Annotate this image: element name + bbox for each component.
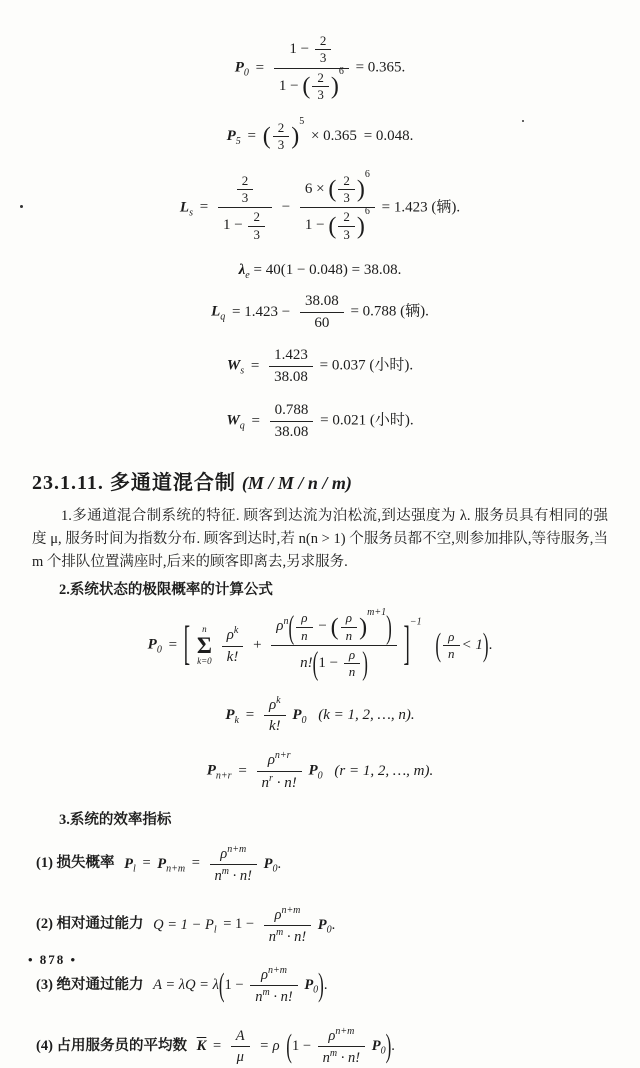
fraction-2-3: $\frac{2}{3}$ bbox=[338, 209, 355, 243]
one-minus: 1 − bbox=[222, 217, 243, 234]
lambda-e-body: = 40(1 − 0.048) = 38.08. bbox=[253, 261, 402, 278]
exponent-6: 6 bbox=[364, 205, 370, 217]
sub-q: q bbox=[239, 420, 245, 432]
formula-pk: $P_k$ = $\frac{\rho^k}{k!}$ $P_0$ (k = 1, 2, …, n). bbox=[30, 694, 610, 738]
range: (k = 1, 2, …, n). bbox=[318, 706, 415, 723]
k-factorial: k! bbox=[264, 715, 286, 737]
exponent-m: m bbox=[262, 987, 270, 999]
result: = 0.021 (小时). bbox=[320, 412, 414, 429]
n-factorial: · n! bbox=[340, 1050, 361, 1067]
var-rho: ρ bbox=[220, 845, 228, 862]
var-W: W bbox=[226, 412, 240, 429]
sub-0: 0 bbox=[243, 67, 249, 79]
var-P0: P bbox=[304, 977, 314, 994]
var-Pl: P bbox=[124, 855, 134, 872]
equals: = bbox=[168, 637, 178, 653]
summation: n Σ k=0 bbox=[196, 624, 212, 667]
fraction-A-mu: $\frac{A}{\mu}$ bbox=[231, 1026, 250, 1067]
one-minus: 1 − bbox=[304, 217, 325, 234]
section-model-notation: (M / M / n / m) bbox=[241, 473, 352, 494]
var-P0: P bbox=[308, 762, 318, 779]
sub-s: s bbox=[240, 366, 245, 378]
subheading-limit-probabilities: 2.系统状态的极限概率的计算公式 bbox=[59, 582, 273, 599]
paren-power-group: ( $\frac{2}{3}$ )$^6$ bbox=[328, 205, 370, 242]
formula-lq-numeric bbox=[30, 291, 610, 334]
equals: = bbox=[238, 762, 247, 779]
scan-speck bbox=[522, 120, 524, 122]
fraction: $\frac{1.423}{38.08}$ bbox=[269, 345, 313, 388]
sub-s: s bbox=[189, 207, 193, 219]
item-label: (2) 相对通过能力 bbox=[36, 916, 144, 933]
sub-5: 5 bbox=[235, 136, 241, 148]
var-P: P bbox=[234, 59, 244, 76]
less-than-one: < 1 bbox=[461, 637, 483, 653]
section-number: 23.1.11. bbox=[32, 472, 104, 495]
equals: = bbox=[212, 1038, 222, 1055]
var-K-bar: $\overline{K}$ bbox=[196, 1038, 207, 1055]
var-rho: ρ bbox=[274, 906, 282, 923]
exponent-n-plus-m: n+m bbox=[335, 1026, 355, 1038]
section-heading bbox=[32, 466, 610, 495]
loss-fraction bbox=[210, 843, 257, 886]
efficiency-item-2: (2) 相对通过能力 $Q = 1 - P_l = 1$ − $\frac{\rho^{n+m}}{n^m \cdot n!}$ $P_0$. bbox=[36, 904, 610, 947]
fraction-main-term bbox=[271, 606, 397, 682]
minus: − bbox=[318, 618, 327, 635]
exponent-n: n bbox=[283, 616, 289, 628]
k-factorial: k! bbox=[222, 646, 244, 668]
times-0365: × 0.365 bbox=[310, 128, 357, 145]
sub-n-plus-r: n+r bbox=[215, 770, 232, 782]
var-n: n bbox=[322, 1050, 330, 1067]
exponent-r: r bbox=[269, 772, 273, 784]
exponent-k: k bbox=[276, 694, 281, 706]
formula-lambda-e bbox=[30, 262, 610, 281]
item-label: (3) 绝对通过能力 bbox=[36, 977, 144, 994]
var-P0: P bbox=[371, 1038, 381, 1055]
var-n: n bbox=[268, 928, 276, 945]
paren-power-group: ( $\frac{2}{3}$ )$^6$ bbox=[328, 169, 370, 206]
var-n: n bbox=[214, 867, 222, 884]
one-minus: 1 − bbox=[318, 655, 339, 672]
a-equation: A = λQ = λ bbox=[153, 977, 219, 994]
exponent-k: k bbox=[233, 624, 239, 636]
equals: = bbox=[255, 59, 265, 76]
var-rho: ρ bbox=[276, 618, 284, 635]
page-number: • 878 • bbox=[28, 952, 78, 967]
left-bracket: [ bbox=[183, 618, 191, 671]
subheading-efficiency-indices: 3.系统的效率指标 bbox=[59, 811, 172, 828]
sub-q: q bbox=[220, 311, 226, 323]
fraction-2-3: $\frac{2}{3}$ bbox=[237, 173, 254, 207]
var-rho: ρ bbox=[268, 696, 277, 713]
fraction-rhok-kfact bbox=[222, 624, 244, 668]
result: = 0.037 (小时). bbox=[319, 358, 414, 375]
denominator: n!(1 − $\frac{\rho}{n}$ ) bbox=[271, 645, 397, 682]
var-P: P bbox=[147, 637, 157, 653]
fraction bbox=[218, 172, 272, 244]
result: = 0.365. bbox=[355, 59, 406, 76]
paren-power-group: ( $\frac{2}{3}$ )$^6$ bbox=[302, 65, 344, 102]
denominator bbox=[218, 207, 272, 244]
result: = 0.788 (辆). bbox=[350, 303, 429, 320]
minus: − bbox=[281, 199, 291, 216]
var-P0: P bbox=[263, 855, 273, 872]
loss-fraction bbox=[318, 1025, 365, 1068]
exponent-m-plus-1: m+1 bbox=[367, 606, 387, 618]
formula-wq-numeric bbox=[30, 400, 610, 443]
equals: = bbox=[250, 358, 260, 375]
numerator bbox=[218, 172, 272, 208]
fraction-2-3: $\frac{2}{3}$ bbox=[312, 70, 329, 104]
exponent-n-plus-r: n+r bbox=[274, 750, 291, 762]
range: (r = 1, 2, …, m). bbox=[334, 762, 434, 779]
numerator: $\rho^n$( $\frac{\rho}{n}$ − ( $\frac{\rho}{n}$ )$^{m+1}$) bbox=[276, 606, 392, 646]
efficiency-item-3: (3) 绝对通过能力 A = λQ = λ(1 − $\frac{\rho^{n+m}}{n^m \cdot n!}$ $P_0$). bbox=[36, 964, 610, 1007]
result: = 0.048. bbox=[363, 128, 414, 145]
n-factorial: · n! bbox=[273, 989, 293, 1006]
section-title: 多通道混合制 bbox=[109, 472, 236, 495]
var-P: P bbox=[225, 706, 235, 723]
q-equation: Q = 1 − P bbox=[153, 916, 214, 933]
denominator bbox=[300, 207, 375, 244]
equals-rho: = ρ bbox=[259, 1038, 280, 1055]
var-n: n bbox=[261, 774, 270, 791]
var-W: W bbox=[226, 358, 241, 375]
formula-ls-numeric bbox=[30, 169, 610, 244]
efficiency-item-1: (1) 损失概率 $P_l = P_{n+m}$ = $\frac{\rho^{n+m}}{n^m \cdot n!}$ $P_0$. bbox=[36, 843, 610, 886]
eq-minus: = 1.423 − bbox=[232, 303, 291, 320]
fraction bbox=[264, 694, 286, 738]
formula-p0-general bbox=[30, 606, 610, 682]
var-n: n bbox=[255, 989, 263, 1006]
fraction-rho-n: $\frac{\rho}{n}$ bbox=[296, 610, 313, 644]
fraction bbox=[300, 169, 375, 244]
var-rho: ρ bbox=[260, 967, 268, 984]
var-rho: ρ bbox=[267, 752, 275, 769]
var-P: P bbox=[226, 128, 236, 145]
paragraph-characteristics: 1.多通道混合制系统的特征. 顾客到达流为泊松流,到达强度为 λ. 服务员具有相同的强度 μ, 服务时间为指数分布. 顾客到达时,若 n(n > 1) 个服务员都不空,则参加排队,等待服务,当 m 个排队位置满座时,后来的顾客即离去,另求服务. bbox=[32, 508, 608, 571]
formula-p5-numeric bbox=[30, 116, 610, 154]
sub-0: 0 bbox=[156, 645, 162, 656]
exponent-n-plus-m: n+m bbox=[227, 843, 247, 855]
var-P: P bbox=[206, 762, 216, 779]
sub-k: k bbox=[234, 714, 239, 726]
equals: = bbox=[191, 855, 200, 872]
equals-one-minus: = 1 − bbox=[223, 916, 255, 933]
fraction-rho-n: $\frac{\rho}{n}$ bbox=[344, 647, 361, 681]
exponent-m: m bbox=[329, 1048, 338, 1060]
var-L: L bbox=[211, 303, 221, 320]
item-label: (1) 损失概率 bbox=[36, 855, 115, 872]
six-times: 6 × bbox=[304, 181, 325, 198]
n-factorial: · n! bbox=[286, 928, 307, 945]
n-factorial: · n! bbox=[276, 774, 297, 791]
exponent-m: m bbox=[275, 926, 284, 938]
exponent-m: m bbox=[221, 865, 230, 877]
fraction-2-3: $\frac{2}{3}$ bbox=[315, 33, 332, 67]
plus: + bbox=[253, 637, 262, 653]
var-rho: ρ bbox=[328, 1028, 336, 1045]
paren-power-group: ( $\frac{\rho}{n}$ )$^{m+1}$ bbox=[330, 606, 387, 643]
denominator bbox=[274, 65, 349, 105]
one-minus: 1 − bbox=[291, 1038, 311, 1055]
var-lambda: λ bbox=[238, 261, 246, 278]
fraction-2-3: $\frac{2}{3}$ bbox=[273, 120, 290, 154]
fraction-2-3: $\frac{2}{3}$ bbox=[248, 209, 265, 243]
efficiency-item-4: (4) 占用服务员的平均数 $\overline{K}$ = $\frac{A}{\mu}$ = ρ (1 − $\frac{\rho^{n+m}}{n^m \cdot n!}$ $P_0$). bbox=[36, 1025, 610, 1068]
sub-e: e bbox=[245, 269, 250, 281]
loss-fraction bbox=[250, 964, 297, 1007]
item-label: (4) 占用服务员的平均数 bbox=[36, 1038, 188, 1055]
loss-fraction bbox=[264, 904, 311, 947]
var-P0: P bbox=[292, 706, 302, 723]
exponent-6: 6 bbox=[364, 169, 370, 181]
fraction-rho-n: $\frac{\rho}{n}$ bbox=[341, 610, 358, 644]
formula-pn-plus-r: $P_{n+r}$ = $\frac{\rho^{n+r}}{n^r \cdot n!}$ $P_0$ (r = 1, 2, …, m). bbox=[30, 749, 610, 794]
exponent-n-plus-m: n+m bbox=[281, 904, 301, 916]
scan-speck bbox=[20, 205, 23, 208]
condition: ( $\frac{\rho}{n}$ < 1). bbox=[435, 626, 493, 663]
right-bracket: ] bbox=[403, 618, 410, 671]
formula-ws-numeric bbox=[30, 345, 610, 388]
equals: = bbox=[247, 128, 256, 145]
var-P0: P bbox=[317, 916, 327, 933]
one-minus: 1 − bbox=[224, 977, 244, 994]
formula-p0-numeric bbox=[30, 32, 610, 104]
n-factorial: · n! bbox=[232, 867, 252, 884]
var-Pnm: P bbox=[157, 855, 167, 872]
exponent-5: 5 bbox=[299, 116, 305, 128]
fraction: $\frac{38.08}{60}$ bbox=[300, 291, 344, 334]
result: = 1.423 (辆). bbox=[381, 199, 461, 216]
fraction bbox=[274, 32, 349, 104]
paren-power-group: ( $\frac{2}{3}$ )$^5$ bbox=[262, 116, 305, 153]
exponent-6: 6 bbox=[338, 65, 344, 77]
var-rho: ρ bbox=[226, 626, 234, 643]
equals: = bbox=[245, 706, 255, 723]
exponent-inverse: −1 bbox=[409, 617, 422, 628]
var-L: L bbox=[179, 199, 190, 216]
fraction-2-3: $\frac{2}{3}$ bbox=[338, 173, 355, 207]
exponent-n-plus-m: n+m bbox=[267, 965, 287, 977]
one-minus: 1 − bbox=[278, 77, 299, 94]
n-factorial: n! bbox=[300, 655, 313, 672]
equals: = bbox=[199, 199, 209, 216]
numerator bbox=[274, 32, 349, 68]
one-minus: 1 − bbox=[289, 41, 310, 58]
equals: = bbox=[142, 855, 151, 872]
fraction: $\frac{0.788}{38.08}$ bbox=[270, 400, 314, 443]
fraction-rho-n: $\frac{\rho}{n}$ bbox=[443, 629, 460, 663]
numerator bbox=[300, 169, 375, 208]
fraction bbox=[257, 749, 302, 794]
equals: = bbox=[251, 412, 260, 429]
